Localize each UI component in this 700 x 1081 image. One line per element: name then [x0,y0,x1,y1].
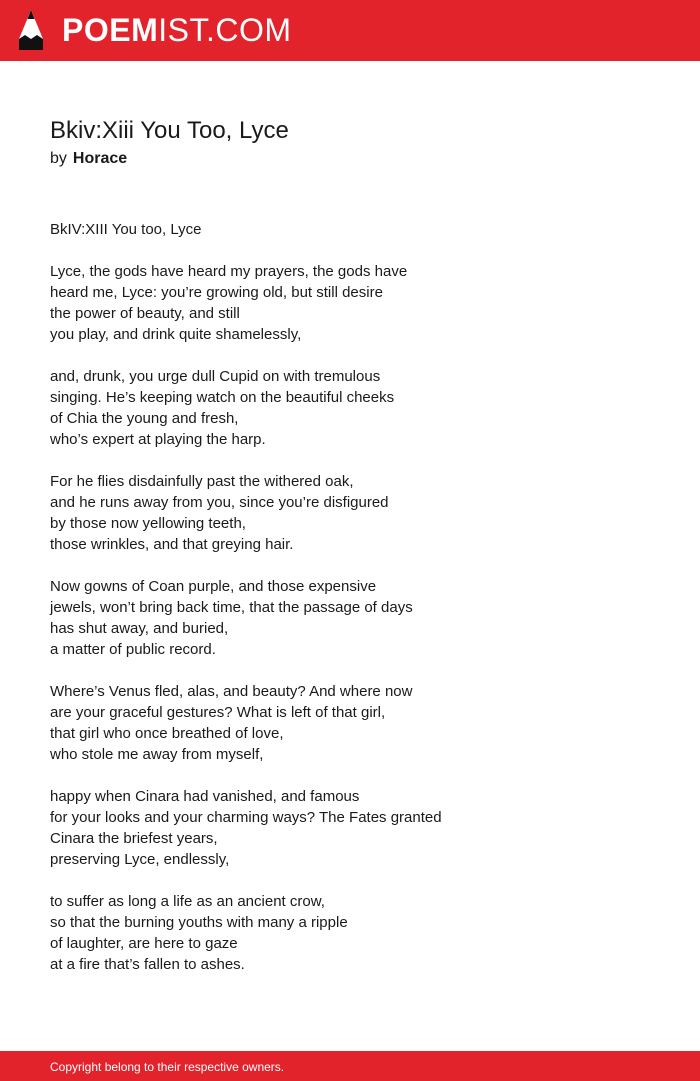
poem-line: has shut away, and buried, [50,620,229,637]
stanza-gap [50,660,670,681]
pencil-tip-icon[interactable] [18,9,44,51]
poem-line: to suffer as long a life as an ancient crow, [50,893,325,910]
stanza-gap [50,345,670,366]
logo-light-text: IST.COM [158,12,292,48]
poem-line: you play, and drink quite shamelessly, [50,326,302,343]
poem-line: BkIV:XIII You too, Lyce [50,221,202,238]
author-name[interactable]: Horace [72,150,128,167]
poem-line: a matter of public record. [50,641,216,658]
poem-line: Where’s Venus fled, alas, and beauty? And where now [50,683,413,700]
copyright-text: Copyright belong to their respective owners. [50,1060,285,1074]
poem-line: those wrinkles, and that greying hair. [50,536,294,553]
poem-line: For he flies disdainfully past the withered oak, [50,473,354,490]
stanza-gap [50,870,670,891]
poem-line: jewels, won’t bring back time, that the passage of days [50,599,413,616]
poem-line: so that the burning youths with many a ripple [50,914,348,931]
poem-line: and, drunk, you urge dull Cupid on with tremulous [50,368,381,385]
site-footer [0,1051,700,1081]
poem-line: by those now yellowing teeth, [50,515,246,532]
poem-line: of laughter, are here to gaze [50,935,238,952]
poem-line: Cinara the briefest years, [50,830,218,847]
site-header [0,0,700,61]
poem-line: Lyce, the gods have heard my prayers, the gods have [50,263,408,280]
stanza-gap [50,555,670,576]
poem-line: who stole me away from myself, [50,746,264,763]
poem-line: who’s expert at playing the harp. [50,431,266,448]
site-logo[interactable] [62,12,292,48]
poem-line: the power of beauty, and still [50,305,240,322]
poem-title: Bkiv:Xiii You Too, Lyce [50,117,289,144]
poem-line: at a fire that’s fallen to ashes. [50,956,245,973]
poem-line: Now gowns of Coan purple, and those expensive [50,578,377,595]
by-label: by [50,150,67,167]
poem-line: singing. He’s keeping watch on the beautiful cheeks [50,389,395,406]
poem-line: happy when Cinara had vanished, and famous [50,788,360,805]
poem-line: are your graceful gestures? What is left of that girl, [50,704,386,721]
stanza-gap [50,765,670,786]
poem-line: for your looks and your charming ways? The Fates granted [50,809,442,826]
logo-bold-text: POEM [62,12,159,48]
poem-line: of Chia the young and fresh, [50,410,239,427]
poem-line: preserving Lyce, endlessly, [50,851,230,868]
poem-line: and he runs away from you, since you’re disfigured [50,494,389,511]
stanza-gap [50,450,670,471]
poem-body [50,219,670,975]
byline [50,149,127,169]
poem-line: heard me, Lyce: you’re growing old, but still desire [50,284,383,301]
poem-line: that girl who once breathed of love, [50,725,284,742]
stanza-gap [50,240,670,261]
